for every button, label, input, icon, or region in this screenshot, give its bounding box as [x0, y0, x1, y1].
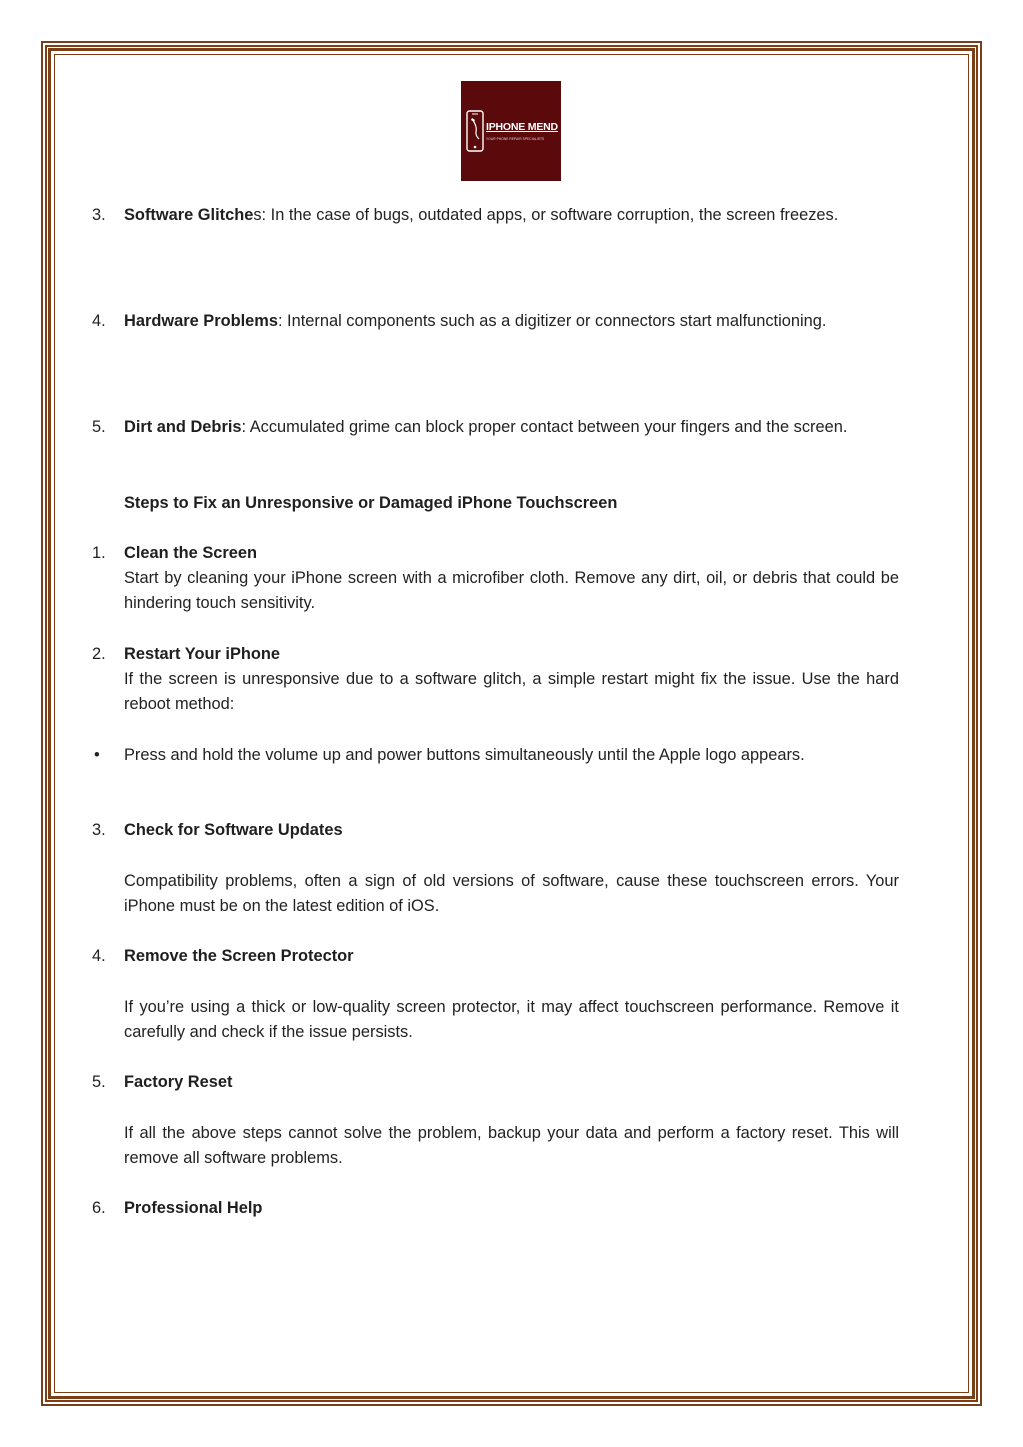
item-text: : Internal components such as a digitizer or connectors start malfunctioning.	[277, 312, 827, 330]
list-item	[124, 415, 899, 440]
iphone-mend-logo	[461, 81, 561, 181]
step-text: If all the above steps cannot solve the problem, backup your data and perform a factory reset. This will remove all software problems.	[124, 1124, 899, 1167]
item-title: Software Glitche	[124, 206, 254, 224]
list-number: 4.	[92, 947, 106, 965]
step-title: Professional Help	[124, 1199, 263, 1217]
step-text: Start by cleaning your iPhone screen with a microfiber cloth. Remove any dirt, oil, or debris that could be hindering touch sensitivity.	[124, 569, 899, 612]
section-heading: Steps to Fix an Unresponsive or Damaged iPhone Touchscreen	[124, 494, 618, 512]
item-text: : In the case of bugs, outdated apps, or software corruption, the screen freezes.	[261, 206, 839, 224]
list-number: 1.	[92, 544, 106, 562]
list-item	[124, 309, 899, 334]
list-number: 3.	[92, 206, 106, 224]
bullet-text: Press and hold the volume up and power buttons simultaneously until the Apple logo appears.	[124, 746, 805, 764]
item-text: : Accumulated grime can block proper contact between your fingers and the screen.	[241, 418, 848, 436]
list-number: 2.	[92, 645, 106, 663]
bullet-marker: •	[94, 746, 100, 764]
step-title: Restart Your iPhone	[124, 645, 281, 663]
item-title: Hardware Problems	[124, 312, 278, 330]
step-title: Clean the Screen	[124, 544, 257, 562]
step-title: Remove the Screen Protector	[124, 947, 354, 965]
logo-tagline: YOUR PHONE REPAIR SPECIALISTS	[486, 137, 545, 141]
step-text: If you’re using a thick or low-quality screen protector, it may affect touchscreen performance. Remove it carefully and check if the issue persists.	[124, 998, 899, 1041]
item-title: Dirt and Debris	[124, 418, 242, 436]
list-number: 4.	[92, 312, 106, 330]
step-text: If the screen is unresponsive due to a software glitch, a simple restart might fix the issue. Use the hard reboot method:	[124, 670, 899, 713]
list-number: 3.	[92, 821, 106, 839]
step-text: Compatibility problems, often a sign of old versions of software, cause these touchscreen errors. Your iPhone must be on the latest edition of iOS.	[124, 872, 899, 915]
list-number: 5.	[92, 418, 106, 436]
logo-title: IPHONE MEND	[486, 121, 558, 133]
item-title-tail: s	[253, 206, 262, 224]
list-number: 5.	[92, 1073, 106, 1091]
list-number: 6.	[92, 1199, 106, 1217]
step-title: Check for Software Updates	[124, 821, 343, 839]
step-title: Factory Reset	[124, 1073, 233, 1091]
list-item	[124, 203, 899, 228]
page-border-inner	[54, 54, 969, 1393]
